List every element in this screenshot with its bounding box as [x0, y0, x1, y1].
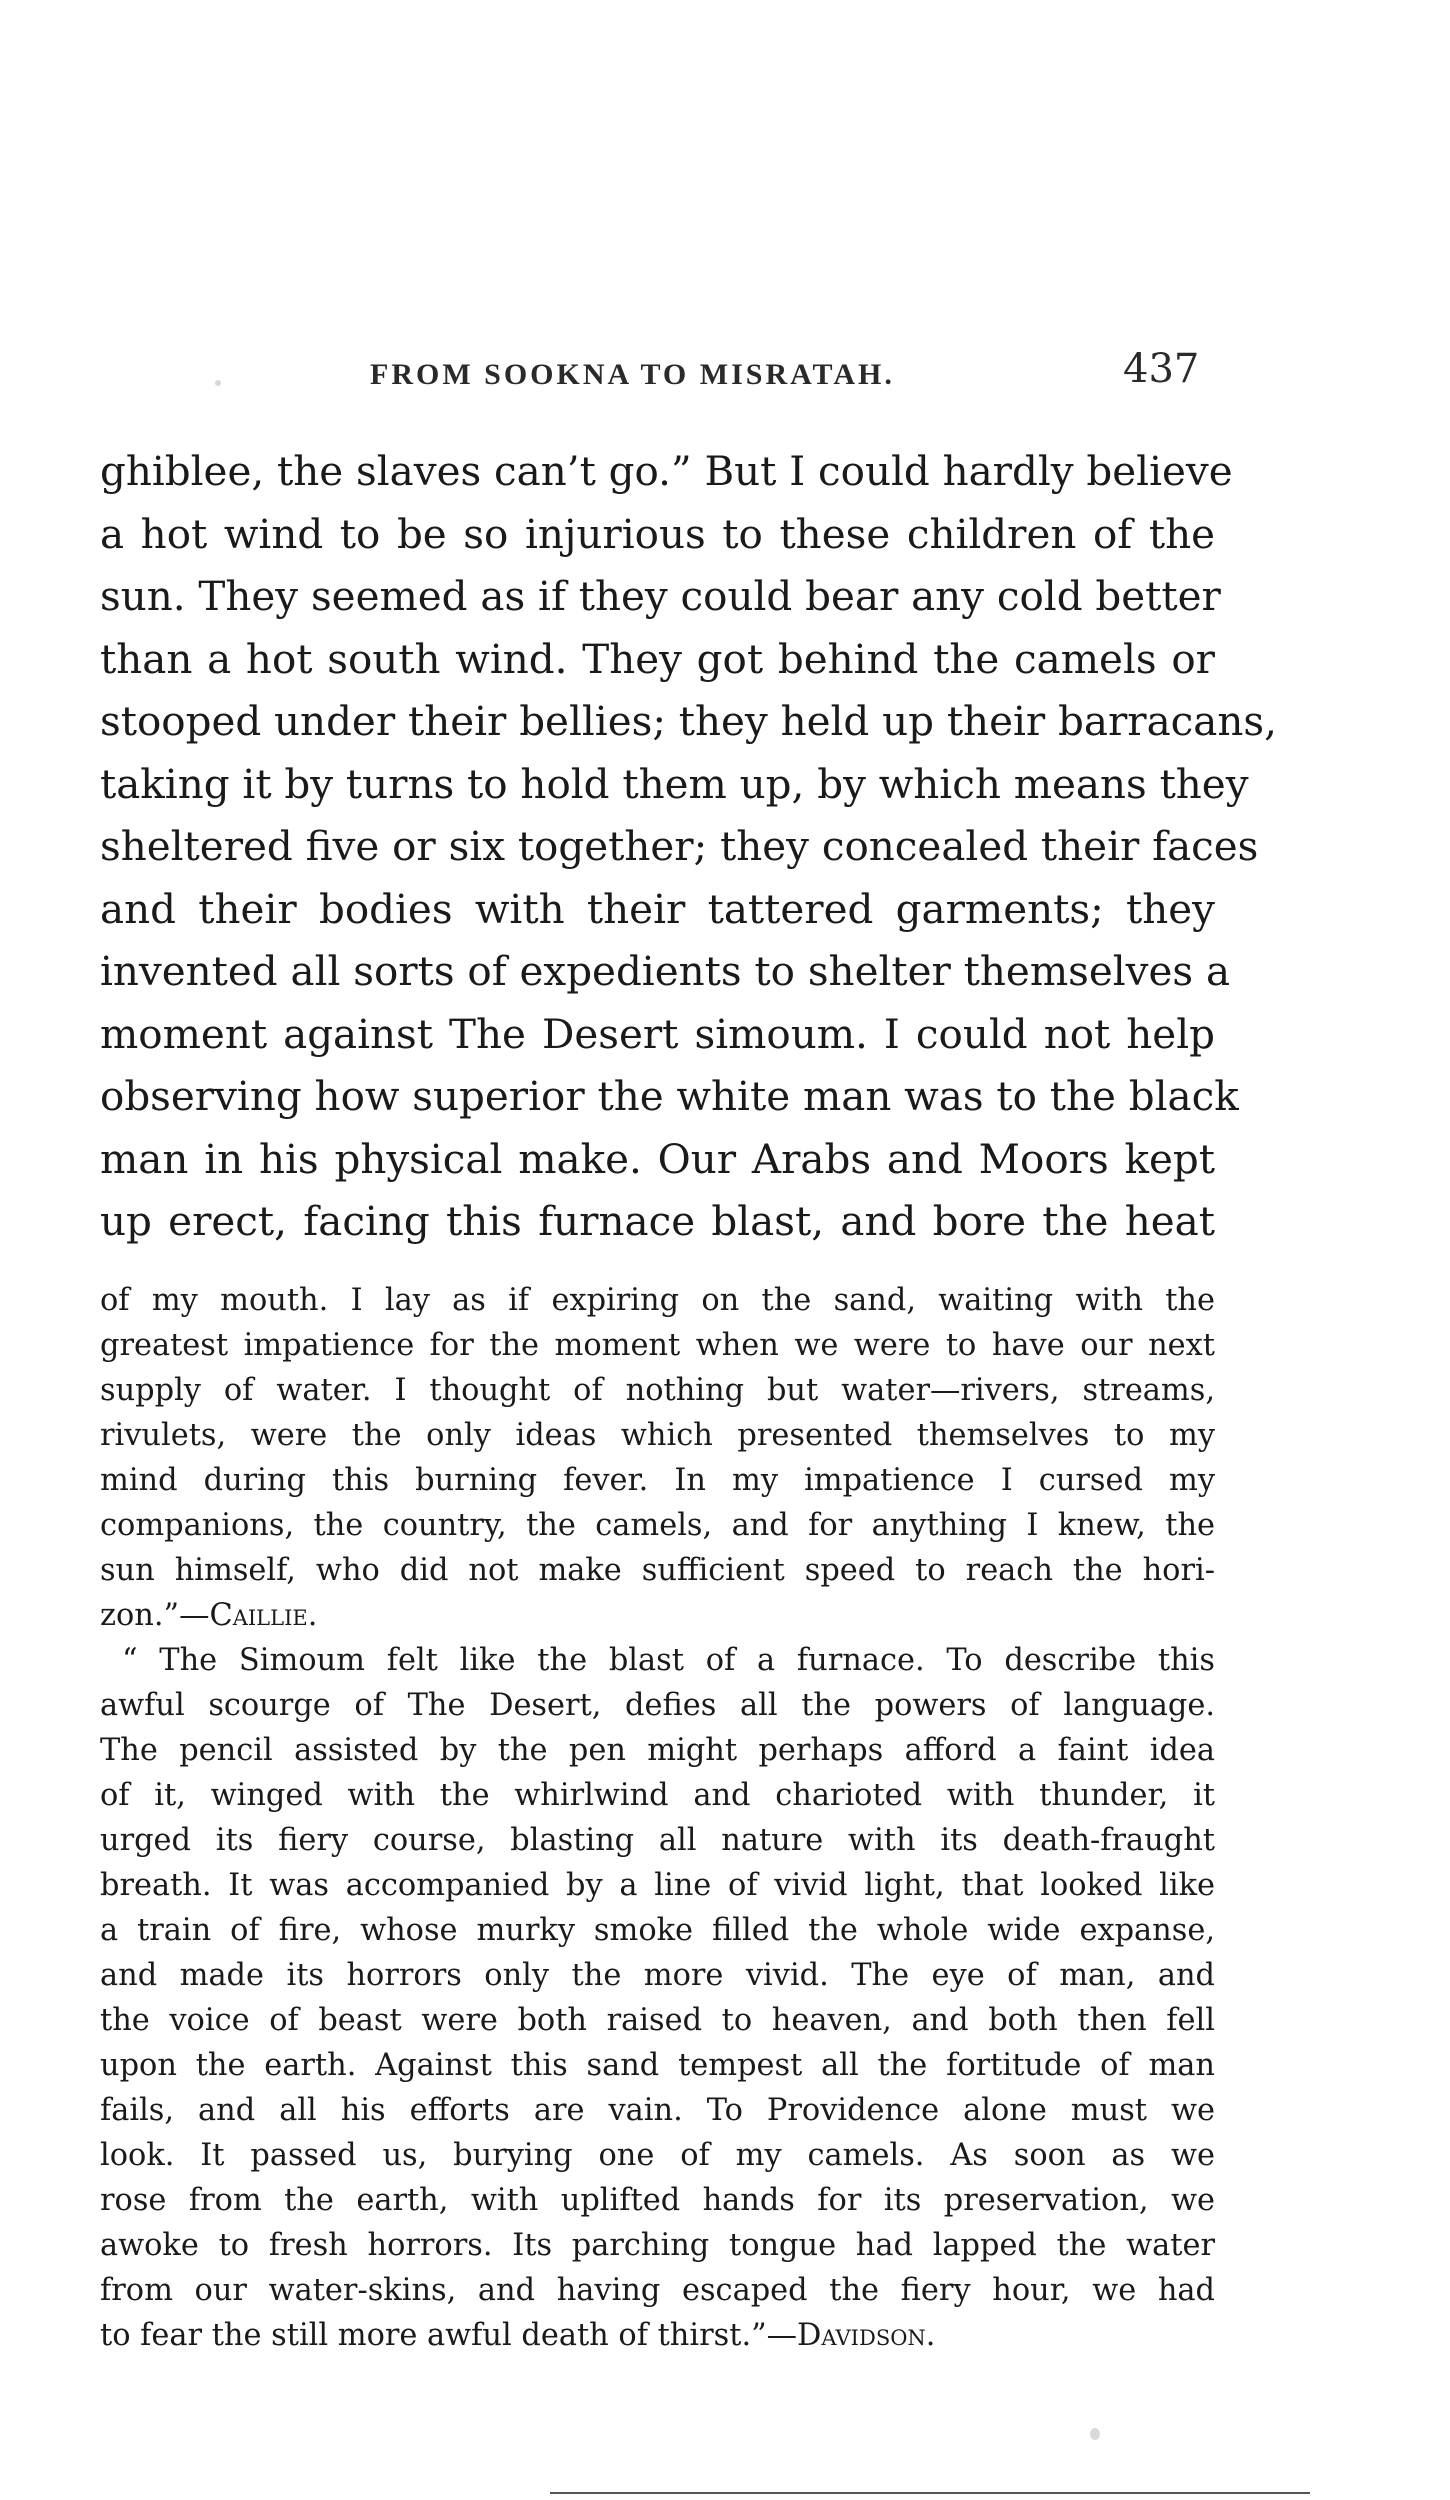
- quote-line: urged its fiery course, blasting all nature with its death-fraught: [100, 1823, 1215, 1858]
- quote-line: mind during this burning fever. In my impatience I cursed my: [100, 1463, 1215, 1498]
- scan-artifact: [1090, 2428, 1100, 2440]
- quote-closing-line: [100, 2313, 1215, 2358]
- quote-line: sun himself, who did not make sufficient speed to reach the hori-: [100, 1553, 1215, 1588]
- quote-line: rivulets, were the only ideas which presented themselves to my: [100, 1418, 1215, 1453]
- quote-line: awoke to fresh horrors. Its parching tongue had lapped the water: [100, 2228, 1215, 2263]
- page-number: 437: [1123, 346, 1200, 392]
- page-bottom-rule: [550, 2492, 1310, 2494]
- text-line: ghiblee, the slaves can’t go.” But I could hardly believe: [100, 447, 1233, 495]
- extract-block: [100, 1278, 1215, 2358]
- quote-line: companions, the country, the camels, and for anything I knew, the: [100, 1508, 1215, 1543]
- quote-line: of my mouth. I lay as if expiring on the sand, waiting with the: [100, 1283, 1215, 1318]
- quote-line: the voice of beast were both raised to heaven, and both then fell: [100, 2003, 1215, 2038]
- quote-davidson: [100, 1638, 1215, 2358]
- quote-closing-text: to fear the still more awful death of thirst.”—: [100, 2318, 798, 2353]
- quote-closing-text: zon.”—: [100, 1598, 210, 1633]
- text-line: taking it by turns to hold them up, by which means they: [100, 759, 1249, 808]
- quote-line: and made its horrors only the more vivid. The eye of man, and: [100, 1958, 1215, 1993]
- text-line: and their bodies with their tattered garments; they: [100, 884, 1215, 933]
- quote-line: “ The Simoum felt like the blast of a furnace. To describe this: [122, 1643, 1215, 1678]
- main-paragraph: [100, 440, 1277, 1253]
- text-line: observing how superior the white man was to the black: [100, 1072, 1239, 1120]
- quote-line: fails, and all his efforts are vain. To Providence alone must we: [100, 2093, 1215, 2128]
- quote-attribution: Caillie.: [209, 1598, 318, 1633]
- text-line: sun. They seemed as if they could bear any cold better: [100, 572, 1221, 620]
- text-line: stooped under their bellies; they held up their barracans,: [100, 697, 1277, 745]
- quote-closing-line: [100, 1593, 1215, 1638]
- text-line: moment against The Desert simoum. I could not help: [100, 1009, 1215, 1058]
- text-line: invented all sorts of expedients to shelter themselves a: [100, 947, 1231, 995]
- text-line: man in his physical make. Our Arabs and Moors kept: [100, 1134, 1215, 1183]
- quote-line: greatest impatience for the moment when we were to have our next: [100, 1328, 1215, 1363]
- quote-line: of it, winged with the whirlwind and charioted with thunder, it: [100, 1778, 1215, 1813]
- quote-line: rose from the earth, with uplifted hands for its preservation, we: [100, 2183, 1215, 2218]
- quote-line: breath. It was accompanied by a line of vivid light, that looked like: [100, 1868, 1215, 1903]
- text-line: up erect, facing this furnace blast, and bore the heat: [100, 1197, 1215, 1245]
- running-title: FROM SOOKNA TO MISRATAH.: [370, 358, 895, 391]
- quote-line: a train of fire, whose murky smoke filled the whole wide expanse,: [100, 1913, 1215, 1948]
- quote-line: awful scourge of The Desert, defies all the powers of language.: [100, 1688, 1215, 1723]
- text-line: a hot wind to be so injurious to these children of the: [100, 509, 1215, 558]
- quote-line: look. It passed us, burying one of my camels. As soon as we: [100, 2138, 1215, 2173]
- quote-line: upon the earth. Against this sand tempest all the fortitude of man: [100, 2048, 1215, 2083]
- quote-line: supply of water. I thought of nothing but water—rivers, streams,: [100, 1373, 1215, 1408]
- text-line: sheltered five or six together; they concealed their faces: [100, 822, 1259, 870]
- quote-line: The pencil assisted by the pen might perhaps afford a faint idea: [100, 1733, 1215, 1768]
- quote-caillie: [100, 1278, 1215, 1638]
- scan-artifact: [215, 380, 221, 386]
- quote-line: from our water-skins, and having escaped the fiery hour, we had: [100, 2273, 1215, 2308]
- text-line: than a hot south wind. They got behind the camels or: [100, 634, 1215, 683]
- quote-attribution: Davidson.: [797, 2318, 936, 2353]
